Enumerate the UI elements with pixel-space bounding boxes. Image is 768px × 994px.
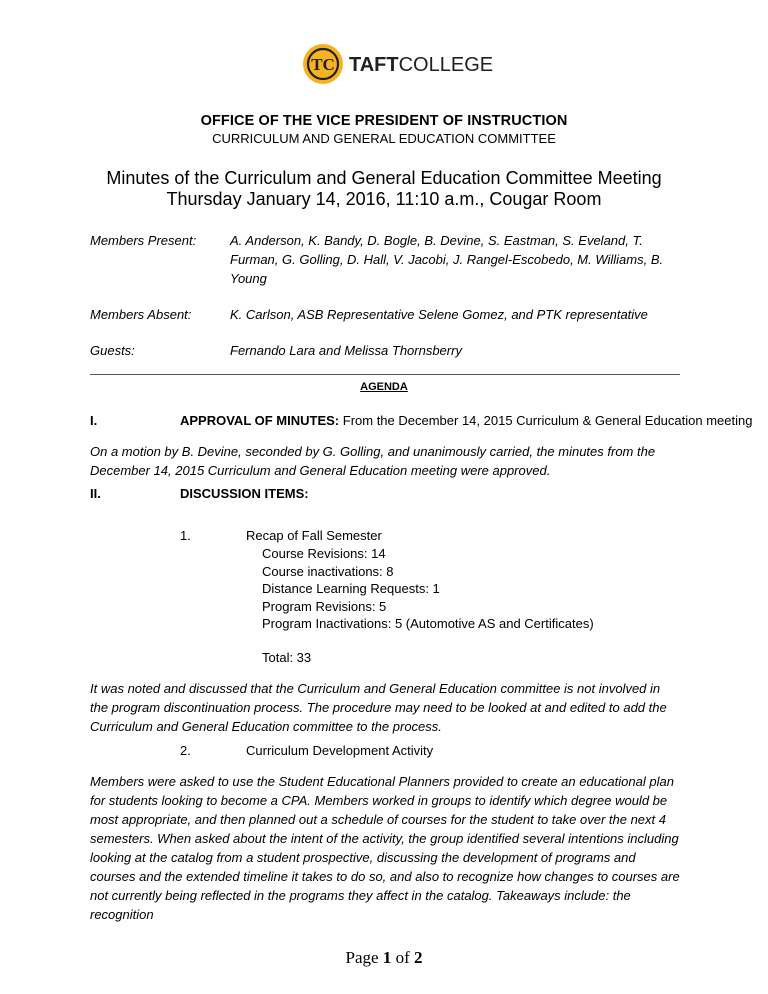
section-title-rest: From the December 14, 2015 Curriculum & General Education meeting <box>339 413 753 428</box>
item-number: 2. <box>180 743 191 758</box>
meeting-date-line: Thursday January 14, 2016, 11:10 a.m., Cougar Room <box>166 189 602 209</box>
section-numeral: I. <box>90 413 98 428</box>
recap-total: Total: 33 <box>262 650 312 665</box>
members-present-value: A. Anderson, K. Bandy, D. Bogle, B. Devine, S. Eastman, S. Eveland, T. Furman, G. Golling, D. Hall, V. Jacobi, J. Rangel-Escobedo, M. Williams, B. Young <box>230 233 664 286</box>
page-number: Page 1 of 2 <box>345 948 423 967</box>
members-absent-label: Members Absent: <box>90 307 192 322</box>
office-heading: OFFICE OF THE VICE PRESIDENT OF INSTRUCTION <box>200 113 568 129</box>
committee-heading: CURRICULUM AND GENERAL EDUCATION COMMITTEE <box>212 131 556 146</box>
agenda-heading: AGENDA <box>360 381 408 393</box>
taft-college-logo <box>302 43 494 85</box>
page-current: 1 <box>382 948 392 967</box>
members-absent-value: K. Carlson, ASB Representative Selene Gomez, and PTK representative <box>230 307 648 322</box>
page-total: 2 <box>413 948 423 967</box>
item-number: 1. <box>180 528 191 543</box>
list-item: Program Inactivations: 5 (Automotive AS and Certificates) <box>262 616 594 631</box>
list-item: Course inactivations: 8 <box>262 563 394 579</box>
recap-discussion-paragraph: It was noted and discussed that the Curriculum and General Education committee is not involved in the program discontinuation process. The procedure may need to be looked at and edited to add the Curriculum and General Education committee to the process. <box>90 681 667 734</box>
item-title: Recap of Fall Semester <box>246 528 382 543</box>
item-title: Curriculum Development Activity <box>246 743 434 758</box>
minutes-approval-paragraph: On a motion by B. Devine, seconded by G. Golling, and unanimously carried, the minutes from the December 14, 2015 Curriculum and General Education meeting were approved. <box>90 444 656 478</box>
activity-paragraph: Members were asked to use the Student Educational Planners provided to create an educational plan for students looking to become a CPA. Members worked in groups to identify which degree would be most appropriate, and then planned out a schedule of courses for the student to take over the next 4 semesters. When asked about the intent of the activity, the group identified several intentions including looking at the catalog from a student prospective, discussing the development of programs and courses and the extended timeline it takes to do so, and also to recognize how changes to courses are not currently being reflected in the programs they affect in the catalog. Takeaways include: the recognition <box>90 774 680 922</box>
guests-value: Fernando Lara and Melissa Thornsberry <box>230 343 462 358</box>
section-numeral: II. <box>90 486 101 501</box>
logo-monogram: TC <box>311 55 335 74</box>
section-title: APPROVAL OF MINUTES: <box>180 413 340 428</box>
guests-label: Guests: <box>90 343 135 358</box>
document-title: Minutes of the Curriculum and General Education Committee Meeting <box>106 168 662 188</box>
logo-brand-bold: TAFT <box>349 54 399 76</box>
members-present-label: Members Present: <box>90 233 197 248</box>
section-title: DISCUSSION ITEMS: <box>180 486 309 501</box>
list-item: Course Revisions: 14 <box>262 546 386 561</box>
logo-brand-light: COLLEGE <box>398 54 494 76</box>
list-item: Program Revisions: 5 <box>262 598 387 614</box>
list-item: Distance Learning Requests: 1 <box>262 581 440 596</box>
recap-list <box>262 545 594 633</box>
divider <box>90 374 680 375</box>
svg-text:TAFTCOLLEGE <box>349 54 493 76</box>
section-heading <box>180 486 309 501</box>
section-heading <box>180 413 752 428</box>
